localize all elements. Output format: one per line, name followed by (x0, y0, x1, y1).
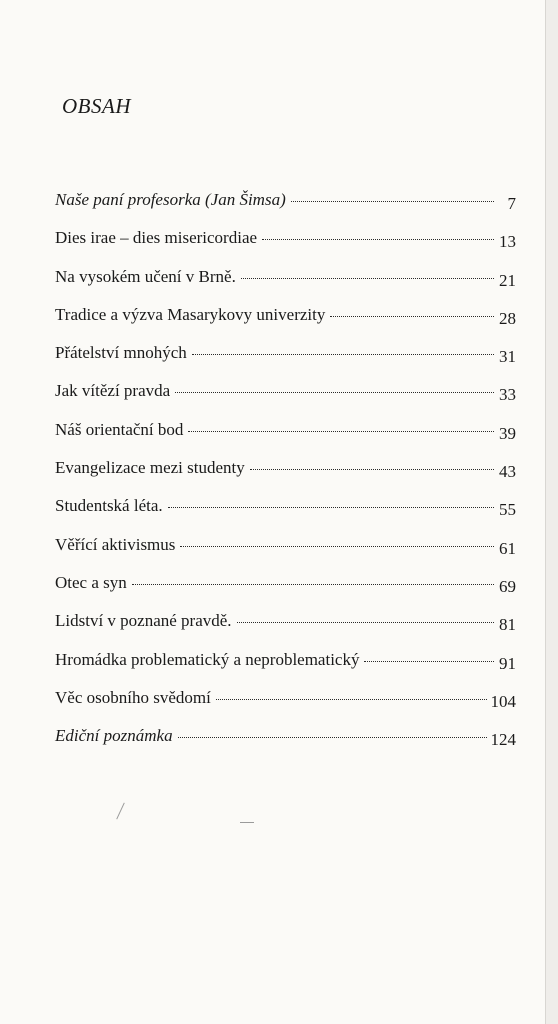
dot-leader (237, 622, 494, 623)
dot-leader (180, 546, 494, 547)
toc-entry-title: Evangelizace mezi studenty (55, 458, 245, 478)
toc-entry-page: 61 (499, 538, 516, 558)
toc-entry[interactable] (55, 343, 516, 381)
toc-entry[interactable] (55, 726, 516, 764)
toc-entry[interactable] (55, 650, 516, 688)
toc-entry-title: Hromádka problematický a neproblematický (55, 649, 360, 669)
toc-entry-title: Otec a syn (55, 572, 127, 592)
dot-leader (168, 507, 494, 508)
toc-heading: OBSAH (62, 94, 131, 118)
toc-entry-title: Věc osobního svědomí (55, 687, 211, 707)
toc-entry-title: Studentská léta. (55, 496, 163, 516)
dot-leader (188, 431, 494, 432)
toc-entry-title: Věřící aktivismus (55, 534, 176, 554)
toc-entry-page: 43 (499, 462, 516, 482)
dot-leader (250, 469, 494, 470)
toc-entry-title: Jak vítězí pravda (55, 381, 171, 401)
dot-leader (241, 278, 494, 279)
table-of-contents (55, 190, 516, 764)
toc-entry-title: Lidství v poznané pravdě. (55, 611, 232, 631)
toc-entry[interactable] (55, 305, 516, 343)
dot-leader (216, 699, 487, 700)
toc-entry-page: 31 (499, 347, 516, 367)
toc-entry[interactable] (55, 535, 516, 573)
toc-entry-title: Na vysokém učení v Brně. (55, 266, 236, 286)
toc-entry[interactable] (55, 458, 516, 496)
toc-entry[interactable] (55, 688, 516, 726)
dot-leader (330, 316, 494, 317)
toc-entry-page: 124 (490, 730, 516, 750)
toc-entry-page: 7 (507, 194, 516, 213)
toc-entry[interactable] (55, 496, 516, 534)
toc-entry-page: 81 (499, 615, 516, 635)
toc-entry-page: 33 (499, 385, 516, 405)
dot-leader (192, 354, 494, 355)
toc-entry-title: Přátelství mnohých (55, 343, 187, 363)
toc-entry-page: 13 (499, 232, 516, 252)
toc-entry[interactable] (55, 381, 516, 419)
toc-entry[interactable] (55, 228, 516, 266)
dot-leader (132, 584, 494, 585)
toc-entry-page: 104 (490, 691, 516, 711)
toc-entry[interactable] (55, 190, 516, 228)
dot-leader (291, 201, 494, 202)
toc-entry-title: Naše paní profesorka (Jan Šimsa) (55, 190, 286, 209)
toc-entry-page: 28 (499, 308, 516, 328)
toc-entry-page: 39 (499, 423, 516, 443)
toc-entry-title: Náš orientační bod (55, 419, 184, 439)
toc-entry-title: Tradice a výzva Masarykovy univerzity (55, 304, 326, 324)
dot-leader (364, 661, 494, 662)
pencil-mark (116, 803, 125, 820)
dot-leader (262, 239, 494, 240)
toc-entry[interactable] (55, 267, 516, 305)
toc-entry[interactable] (55, 420, 516, 458)
toc-entry-page: 55 (499, 500, 516, 520)
toc-entry-page: 21 (499, 270, 516, 290)
dot-leader (175, 392, 494, 393)
toc-entry[interactable] (55, 573, 516, 611)
toc-entry-page: 91 (499, 653, 516, 673)
toc-entry-page: 69 (499, 576, 516, 596)
pencil-mark (240, 822, 254, 823)
toc-entry-title: Dies irae – dies misericordiae (55, 228, 258, 248)
toc-entry[interactable] (55, 611, 516, 649)
toc-entry-title: Ediční poznámka (55, 726, 173, 746)
dot-leader (178, 737, 487, 738)
